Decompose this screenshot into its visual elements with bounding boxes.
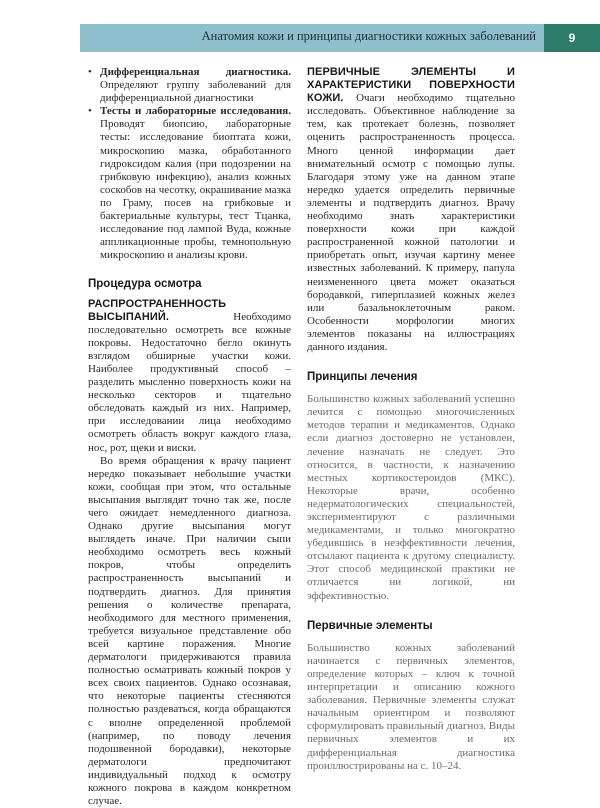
section-heading-examination: Процедура осмотра — [88, 278, 202, 291]
left-column — [88, 66, 291, 808]
diagnostics-bullet-list — [88, 66, 291, 262]
running-header — [80, 24, 576, 52]
page-number-box — [544, 24, 600, 52]
running-header-title: Анатомия кожи и принципы диагностики кожных заболеваний — [201, 29, 536, 43]
paragraph-rash-extent-text: Необходимо последовательно осмотреть все кожные покровы. Недостаточно бегло окинуть взглядом обширные участки кожи. Наиболее продуктивный способ – разделить мысленно поверхность кожи на несколько секторов и тщательно обследовать каждый из них. Например, при исследовании лица необходимо осмотреть область вокруг каждого глаза, нос, рот, щеки и виски. — [88, 310, 291, 454]
subheading-primary-lesions-surface: ПЕРВИЧНЫЕ ЭЛЕМЕНТЫ И ХАРАКТЕРИСТИКИ ПОВЕРХНОСТИ КОЖИ. — [307, 66, 515, 105]
paragraph-patient-visit: Во время обращения к врачу пациент нередко показывает небольшие участки кожи, сообщая при этом, что остальные высыпания выглядят точно так же, после чего ожидает немедленного диагноза. Однако другие высыпания могут выглядеть иначе. При наличии сыпи необходимо осмотреть весь кожный покров, чтобы определить распространенность высыпаний и подтвердить диагноз. Для принятия решения о количестве препарата, необходимого для местного применения, требуется визуальное представление обо всей картине поражения. Многие дерматологи придерживаются правила полностью осматривать кожный покров у всех своих пациентов. Однако осознавая, что некоторые пациенты стесняются полностью раздеваться, когда обращаются с вполне определенной проблемой (например, по поводу лечения подошвенной бородавки), некоторые дерматологи предпочитают индивидуальный подход к осмотру кожного покрова в каждом конкретном случае. — [88, 454, 291, 808]
bullet-1-text: Определяют группу заболеваний для дифференциальной диагностики — [100, 79, 291, 105]
page-number: 9 — [568, 31, 576, 45]
bullet-lab-tests — [88, 105, 291, 262]
bullet-2-title: Тесты и лабораторные исследования. — [100, 105, 291, 118]
section-heading-primary-lesions: Первичные элементы — [307, 619, 433, 632]
bullet-1-title: Дифференциальная диагностика. — [100, 66, 291, 78]
paragraph-primary-lesions-surface — [307, 66, 515, 354]
bullet-2-text: Проводят биопсию, лабораторные тесты: исследование биоптата кожи, микроскопию мазка, обработанного гидроксидом калия (при подозрении на грибковую инфекцию), анализ кожных соскобов на чесотку, окрашивание мазка по Граму, посев на грибковые и бактериальные культуры, тест Тцанка, исследование под лампой Вуда, кожные аппликационные пробы, темнопольную микроскопию и анализы крови. — [100, 118, 291, 262]
subheading-rash-extent: РАСПРОСТРАНЕННОСТЬ ВЫСЫПАНИЙ. — [88, 297, 227, 323]
paragraph-primary-lesions-surface-text: Очаги необходимо тщательно исследовать. Объективное наблюдение за тем, как протекает болезнь, позволяет оценить распространенность процесса. Много ценной информации дает внимательный осмотр с помощью лупы. Благодаря этому уже на данном этапе нередко удается определить первичные элементы и подтвердить диагноз. Врачу необходимо знать характеристики поверхности кожи при каждой распространенной кожной патологии и приобретать опыт, изучая картину менее известных заболеваний. К примеру, папула неизмененного цвета может оказаться бородавкой, гиперплазией кожных желез или базальноклеточным раком. Особенности морфологии многих элементов показаны на иллюстрациях данного издания. — [307, 92, 515, 353]
bullet-differential-diagnosis — [88, 66, 291, 105]
paragraph-primary-lesions: Большинство кожных заболеваний начинается с первичных элементов, определение которых – ключ к точной интерпретации и описанию кожного заболевания. Первичные элементы служат начальным ориентиром и позволяют сформулировать правильный диагноз. Виды первичных элементов и их дифференциальная диагностика проиллюстрированы на с. 10–24. — [307, 641, 515, 772]
paragraph-treatment: Большинство кожных заболеваний успешно лечится с помощью многочисленных методов терапии и медикаментов. Однако если диагноз достоверно не установлен, лечение назначать не следует. Это относится, в частности, к назначению местных кортикостероидов (МКС). Некоторые врачи, особенно недерматологических специальностей, экспериментируют с различными медикаментами, и только многократно убедившись в неэффективности лечения, отсылают пациента к другому специалисту. Этот способ медицинской практики не отличается ни логикой, ни эффективностью. — [307, 393, 515, 602]
right-column — [307, 66, 515, 773]
paragraph-rash-extent — [88, 298, 291, 455]
section-heading-treatment-principles: Принципы лечения — [307, 371, 418, 384]
